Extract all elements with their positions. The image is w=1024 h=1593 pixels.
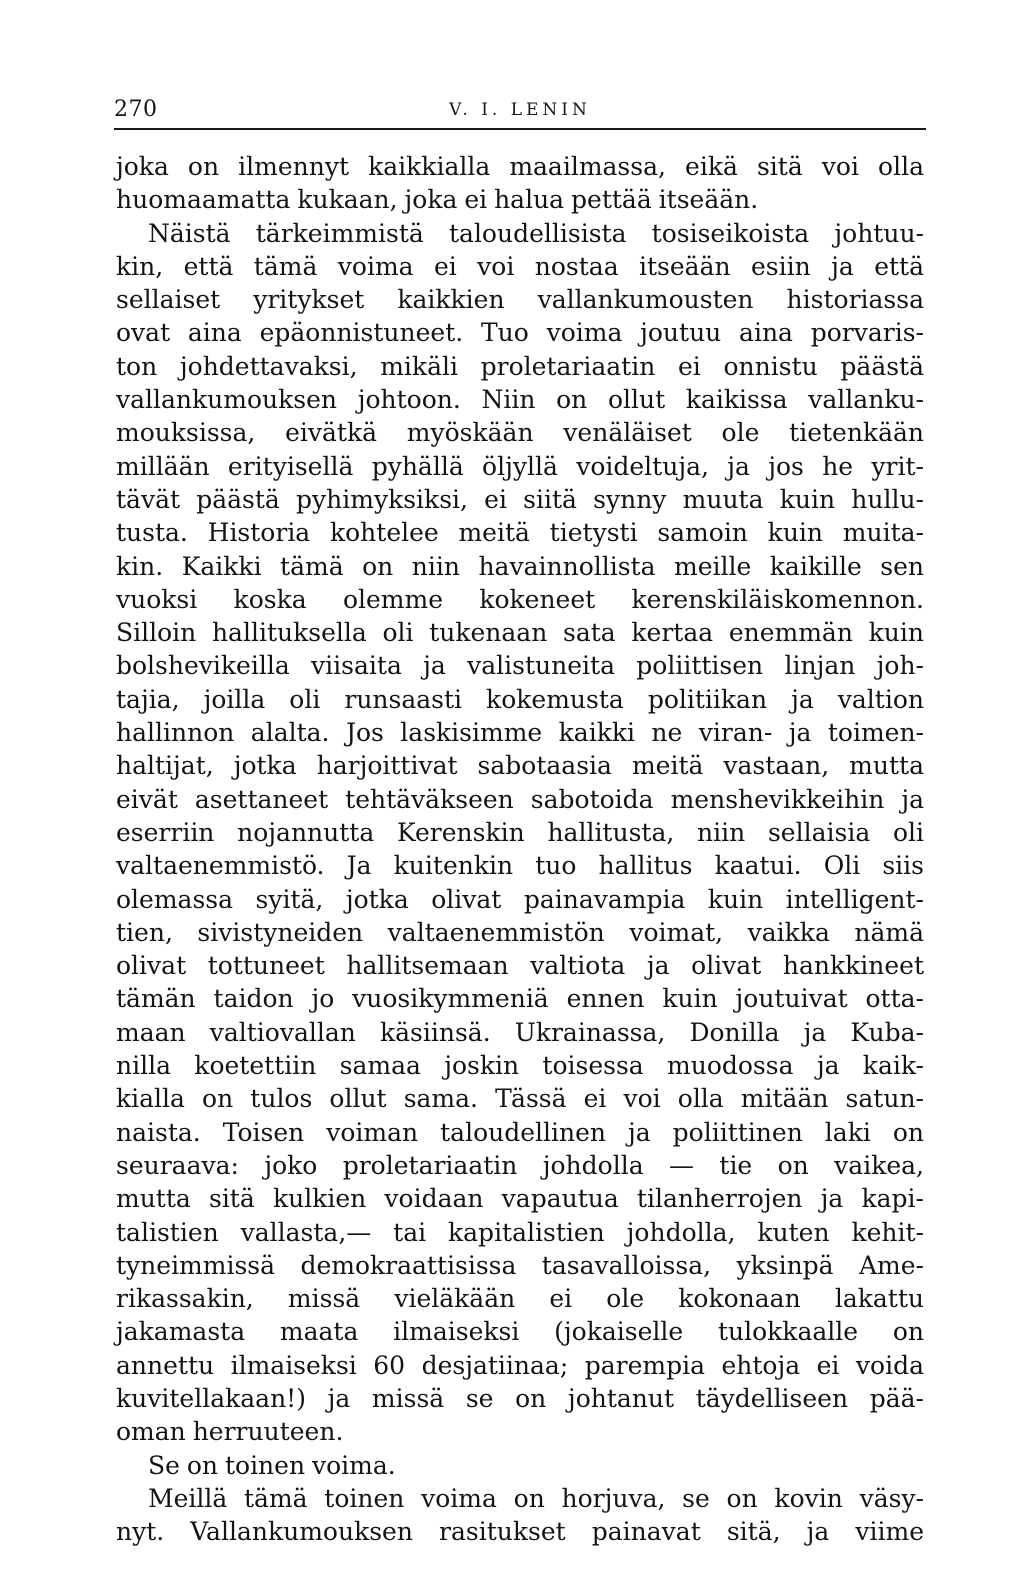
text-line: oman herruuteen. [116, 1417, 344, 1447]
running-head: V. I. LENIN [449, 100, 591, 120]
text-line: Meillä tämä toinen voima on horjuva, se on kovin väsy- [148, 1483, 924, 1513]
text-line: maan valtiovallan käsiinsä. Ukrainassa, Donilla ja Kuba- [116, 1017, 924, 1047]
text-line: eivät asettaneet tehtäväkseen sabotoida menshevikkeihin ja [116, 784, 924, 814]
text-line: millään erityisellä pyhällä öljyllä voideltuja, ja jos he yrit- [116, 451, 924, 481]
text-line: talistien vallasta,— tai kapitalistien johdolla, kuten kehit- [116, 1217, 924, 1247]
text-line: kuvitellakaan!) ja missä se on johtanut täydelliseen pää- [116, 1383, 924, 1413]
text-line: Näistä tärkeimmistä taloudellisista tosiseikoista johtuu- [148, 218, 924, 248]
text-line: olivat tottuneet hallitsemaan valtiota ja olivat hankkineet [116, 951, 924, 981]
text-line: kialla on tulos ollut sama. Tässä ei voi olla mitään satun- [116, 1084, 924, 1114]
text-line: huomaamatta kukaan, joka ei halua pettää itseään. [116, 185, 759, 215]
text-line: mouksissa, eivätkä myöskään venäläiset ole tietenkään [116, 418, 924, 448]
page-number: 270 [114, 97, 158, 122]
text-line: vuoksi koska olemme kokeneet kerenskiläiskomennon. [116, 584, 924, 614]
text-line: mutta sitä kulkien voidaan vapautua tilanherrojen ja kapi- [116, 1184, 924, 1214]
text-line: tajia, joilla oli runsaasti kokemusta politiikan ja valtion [116, 684, 924, 714]
body-text [116, 150, 924, 1548]
text-line: nilla koetettiin samaa joskin toisessa muodossa ja kaik- [116, 1051, 924, 1081]
text-line: tien, sivistyneiden valtaenemmistön voimat, vaikka nämä [116, 917, 924, 947]
text-line: joka on ilmennyt kaikkialla maailmassa, eikä sitä voi olla [116, 152, 924, 181]
text-line: nyt. Vallankumouksen rasitukset painavat sitä, ja viime [116, 1517, 924, 1547]
text-line: tämän taidon jo vuosikymmeniä ennen kuin joutuivat otta- [116, 984, 924, 1014]
text-line: sellaiset yritykset kaikkien vallankumousten historiassa [116, 285, 924, 315]
text-line: Se on toinen voima. [148, 1450, 396, 1480]
text-line: tyneimmissä demokraattisissa tasavalloissa, yksinpä Ame- [116, 1250, 924, 1280]
page-header [114, 96, 926, 126]
text-line: haltijat, jotka harjoittivat sabotaasia meitä vastaan, mutta [116, 751, 924, 781]
text-line: Silloin hallituksella oli tukenaan sata kertaa enemmän kuin [116, 618, 924, 648]
header-rule [114, 128, 926, 130]
text-line: jakamasta maata ilmaiseksi (jokaiselle tulokkaalle on [116, 1317, 924, 1347]
text-line: hallinnon alalta. Jos laskisimme kaikki ne viran- ja toimen- [116, 718, 924, 748]
text-line: vallankumouksen johtoon. Niin on ollut kaikissa vallanku- [116, 385, 924, 415]
text-line: kin. Kaikki tämä on niin havainnollista meille kaikille sen [116, 551, 924, 581]
text-line: rikassakin, missä vieläkään ei ole kokonaan lakattu [116, 1284, 924, 1314]
text-line: ton johdettavaksi, mikäli proletariaatin ei onnistu päästä [116, 351, 924, 381]
text-line: annettu ilmaiseksi 60 desjatiinaa; parempia ehtoja ei voida [116, 1350, 924, 1380]
text-line: olemassa syitä, jotka olivat painavampia kuin intelligent- [116, 884, 924, 914]
text-line: naista. Toisen voiman taloudellinen ja poliittinen laki on [116, 1117, 924, 1147]
text-line: valtaenemmistö. Ja kuitenkin tuo hallitus kaatui. Oli siis [116, 851, 924, 881]
text-line: tusta. Historia kohtelee meitä tietysti samoin kuin muita- [116, 518, 924, 548]
text-line: seuraava: joko proletariaatin johdolla — tie on vaikea, [116, 1150, 924, 1180]
text-line: eserriin nojannutta Kerenskin hallitusta, niin sellaisia oli [116, 817, 924, 847]
text-line: bolshevikeilla viisaita ja valistuneita poliittisen linjan joh- [116, 651, 924, 681]
text-line: ovat aina epäonnistuneet. Tuo voima joutuu aina porvaris- [116, 318, 924, 348]
text-line: tävät päästä pyhimyksiksi, ei siitä synny muuta kuin hullu- [116, 484, 924, 514]
text-line: kin, että tämä voima ei voi nostaa itseään esiin ja että [116, 251, 924, 281]
